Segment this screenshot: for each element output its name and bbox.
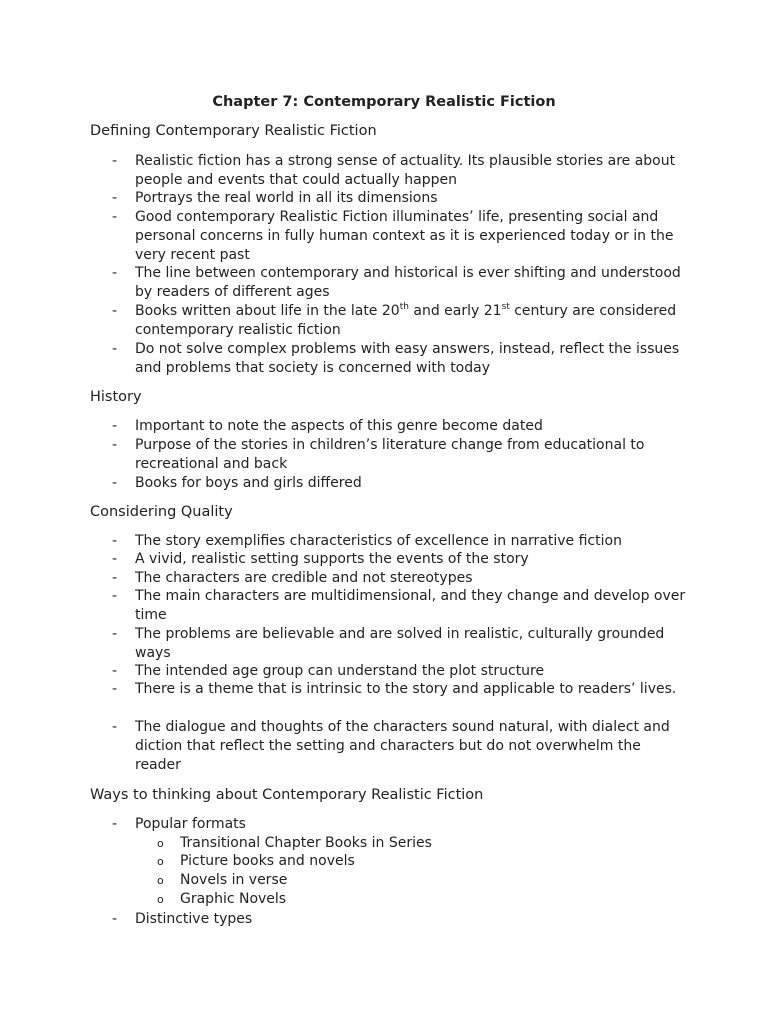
dash-bullet: - [112,153,118,169]
list-item-text: There is a theme that is intrinsic to the story and applicable to readers’ lives. [135,681,677,697]
list-item-text: Realistic fiction has a strong sense of actuality. Its plausible stories are about people and events that could actually happen [135,153,676,188]
list-item-text: The problems are believable and are solved in realistic, culturally grounded ways [135,626,665,661]
sub-list-item-text: Picture books and novels [180,853,355,869]
sub-list-item-text: Novels in verse [180,872,288,888]
dash-bullet: - [112,626,118,642]
dash-bullet: - [112,533,118,549]
dash-bullet: - [112,570,118,586]
dash-bullet: - [112,265,118,281]
list-item-text: The story exemplifies characteristics of excellence in narrative fiction [135,533,622,549]
circle-bullet: o [157,855,164,868]
dash-bullet: - [112,588,118,604]
dash-bullet: - [112,418,118,434]
dash-bullet: - [112,303,118,319]
document-title: Chapter 7: Contemporary Realistic Fiction [212,94,556,110]
list-item-text: The main characters are multidimensional, and they change and develop over time [135,588,686,623]
dash-bullet: - [112,341,118,357]
list-item-text: Important to note the aspects of this genre become dated [135,418,543,434]
circle-bullet: o [157,893,164,906]
circle-bullet: o [157,837,164,850]
list-item-text: The line between contemporary and historical is ever shifting and understood by readers of different ages [135,265,681,300]
dash-bullet: - [112,475,118,491]
sub-list-item-text: Transitional Chapter Books in Series [180,835,432,851]
dash-bullet: - [112,551,118,567]
list-item-text: The intended age group can understand the plot structure [135,663,545,679]
dash-bullet: - [112,816,118,832]
list-item-text: Portrays the real world in all its dimensions [135,190,438,206]
dash-bullet: - [112,663,118,679]
sub-list-item-text: Graphic Novels [180,891,287,907]
list-item-text: Books written about life in the late 20th and early 21st century are considered contemporary realistic fiction [135,302,677,338]
list-item-text: Good contemporary Realistic Fiction illuminates’ life, presenting social and personal concerns in fully human context as it is experienced today or in the very recent past [135,209,674,263]
list-item-text: Popular formats [135,816,246,832]
dash-bullet: - [112,190,118,206]
section-heading-ways: Ways to thinking about Contemporary Realistic Fiction [90,787,484,803]
list-item-text: The characters are credible and not stereotypes [135,570,473,586]
dash-bullet: - [112,681,118,697]
dash-bullet: - [112,911,118,927]
list-item-text: The dialogue and thoughts of the characters sound natural, with dialect and diction that reflect the setting and characters but do not overwhelm the reader [135,719,670,773]
dash-bullet: - [112,209,118,225]
list-item-text: Books for boys and girls differed [135,475,362,491]
circle-bullet: o [157,874,164,887]
list-item-text: A vivid, realistic setting supports the events of the story [135,551,529,567]
section-heading-history: History [90,389,142,405]
section-heading-defining: Defining Contemporary Realistic Fiction [90,123,377,139]
list-item-text: Purpose of the stories in children’s literature change from educational to recreational and back [135,437,645,472]
dash-bullet: - [112,719,118,735]
list-item-text: Do not solve complex problems with easy answers, instead, reflect the issues and problems that society is concerned with today [135,341,680,376]
dash-bullet: - [112,437,118,453]
section-heading-quality: Considering Quality [90,504,233,520]
list-item-text: Distinctive types [135,911,253,927]
